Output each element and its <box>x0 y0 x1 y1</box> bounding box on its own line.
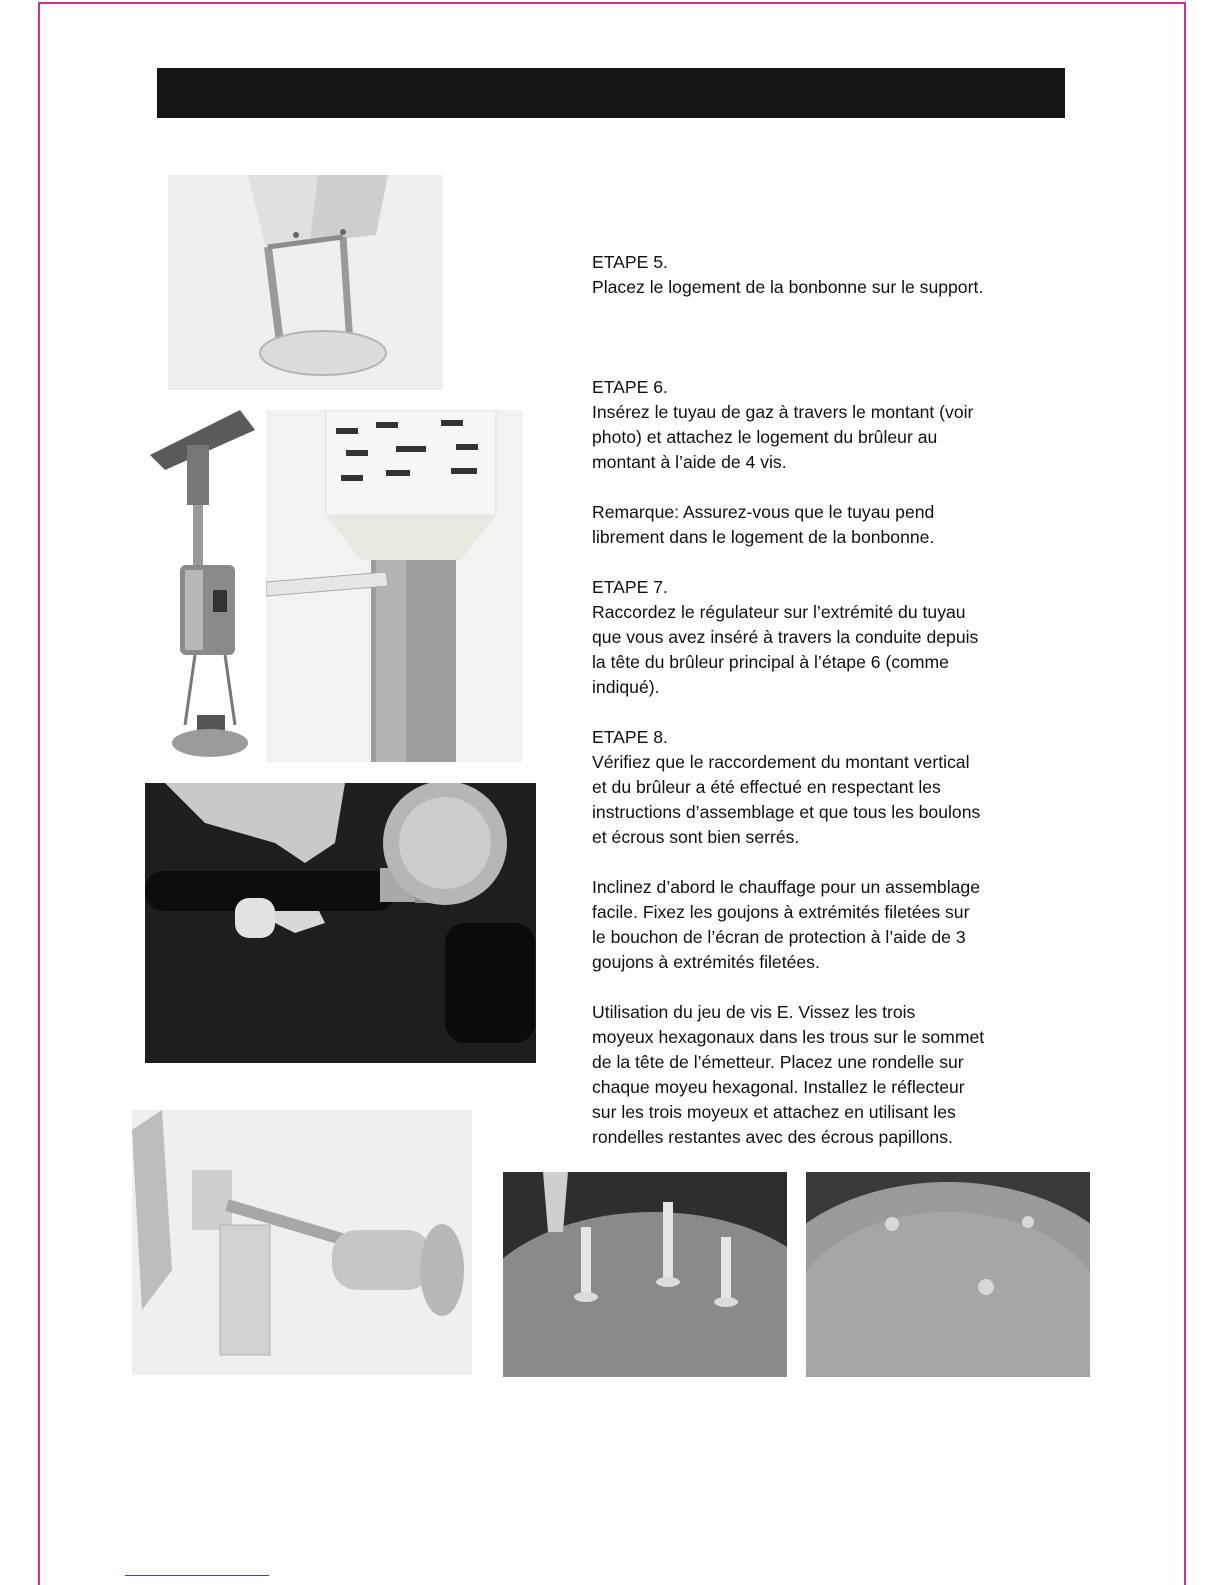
step-8-line-2: et du brûleur a été effectué en respectant les <box>592 777 941 797</box>
step-8-label: ETAPE 8. <box>592 727 668 747</box>
step-5-line-1: Placez le logement de la bonbonne sur le support. <box>592 277 984 297</box>
footer-link-underline[interactable] <box>125 1575 269 1576</box>
step-6-line-2: photo) et attachez le logement du brûleur au <box>592 427 938 447</box>
tilt-line-1: Inclinez d’abord le chauffage pour un assemblage <box>592 877 980 897</box>
photo-post-with-gas-hose <box>266 410 522 762</box>
page-border-right <box>1184 2 1186 1585</box>
tilt-line-2: facile. Fixez les goujons à extrémités filetées sur <box>592 902 970 922</box>
step-7-line-2: que vous avez inséré à travers la conduite depuis <box>592 627 979 647</box>
step-7-label: ETAPE 7. <box>592 577 668 597</box>
step-8-screw-set-paragraph <box>592 1000 984 1150</box>
step-8-tilt-paragraph <box>592 875 980 975</box>
page-border-left <box>38 2 40 1585</box>
page-border-top <box>38 2 1186 4</box>
photo-burner-housing-exploded <box>145 405 260 775</box>
photo-reflector-attached <box>806 1172 1090 1377</box>
step-7-line-3: la tête du brûleur principal à l’étape 6 (comme <box>592 652 949 672</box>
screw-line-6: rondelles restantes avec des écrous papillons. <box>592 1127 953 1147</box>
screw-line-2: moyeux hexagonaux dans les trous sur le sommet <box>592 1027 985 1047</box>
photo-burner-tilted <box>132 1110 472 1375</box>
screw-line-5: sur les trois moyeux et attachez en utilisant les <box>592 1102 956 1122</box>
photo-tank-housing-on-stand <box>168 175 443 390</box>
step-7-line-1: Raccordez le régulateur sur l’extrémité du tuyau <box>592 602 966 622</box>
step-6-line-3: montant à l’aide de 4 vis. <box>592 452 787 472</box>
step-8-line-3: instructions d’assemblage et que tous les boulons <box>592 802 981 822</box>
screw-line-4: chaque moyeu hexagonal. Installez le réflecteur <box>592 1077 965 1097</box>
step-6-line-1: Insérez le tuyau de gaz à travers le montant (voir <box>592 402 974 422</box>
tilt-line-3: le bouchon de l’écran de protection à l’aide de 3 <box>592 927 966 947</box>
photo-regulator-connection <box>145 783 536 1063</box>
tilt-line-4: goujons à extrémités filetées. <box>592 952 820 972</box>
screw-line-3: de la tête de l’émetteur. Placez une rondelle sur <box>592 1052 964 1072</box>
step-6-label: ETAPE 6. <box>592 377 668 397</box>
screw-line-1: Utilisation du jeu de vis E. Vissez les trois <box>592 1002 916 1022</box>
step-6-note <box>592 500 934 550</box>
section-header-bar <box>157 68 1065 118</box>
step-5-label: ETAPE 5. <box>592 252 668 272</box>
step-8-line-4: et écrous sont bien serrés. <box>592 827 800 847</box>
step-5 <box>592 250 983 300</box>
note-line-2: librement dans le logement de la bonbonne. <box>592 527 935 547</box>
step-7 <box>592 575 978 700</box>
step-8-line-1: Vérifiez que le raccordement du montant vertical <box>592 752 970 772</box>
note-line-1: Remarque: Assurez-vous que le tuyau pend <box>592 502 935 522</box>
photo-hex-hubs-emitter <box>503 1172 787 1377</box>
step-8 <box>592 725 980 850</box>
step-6 <box>592 375 973 475</box>
step-7-line-4: indiqué). <box>592 677 660 697</box>
